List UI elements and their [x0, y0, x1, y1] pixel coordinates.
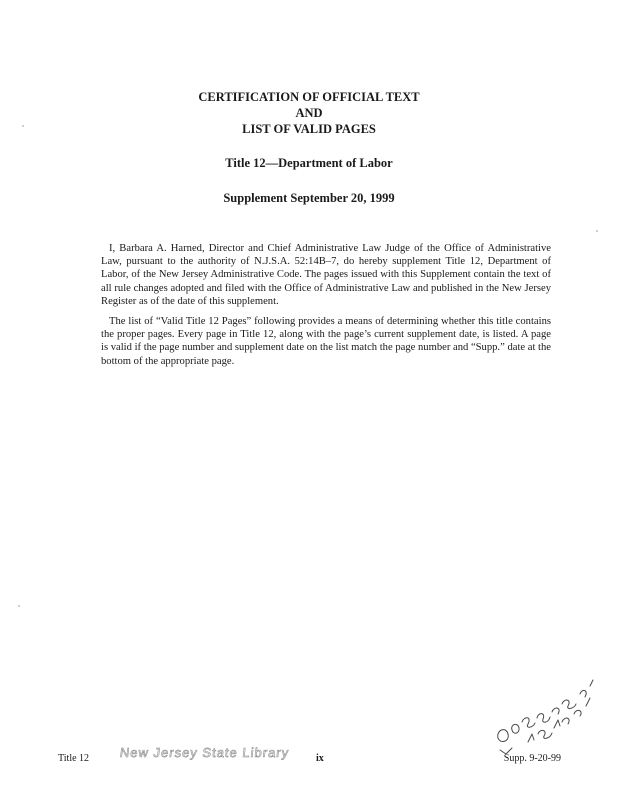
- page-number: ix: [316, 753, 324, 764]
- footer-title: Title 12: [58, 753, 90, 764]
- certification-title: [0, 89, 618, 137]
- library-stamp: New Jersey State Library: [119, 745, 291, 760]
- title-line-2: AND: [295, 106, 323, 120]
- scan-speck: [18, 605, 20, 607]
- scan-speck: [22, 125, 24, 127]
- handwritten-signature-icon: [492, 668, 602, 758]
- supplement-date: Supplement September 20, 1999: [223, 191, 395, 205]
- title-line-1: CERTIFICATION OF OFFICIAL TEXT: [198, 90, 420, 104]
- footer-supplement: Supp. 9-20-99: [503, 753, 561, 764]
- title-subtitle: Title 12—Department of Labor: [225, 156, 393, 170]
- paragraph-valid-pages: The list of “Valid Title 12 Pages” following provides a means of determining whether this title contains the proper pages. Every page in Title 12, along with the page’s current supplement date, is listed. A page is valid if the page number and supplement date on the list match the page number and “Supp.” date at the bottom of the appropriate page.: [101, 315, 551, 367]
- title-line-3: LIST OF VALID PAGES: [242, 122, 376, 136]
- scan-speck: [596, 230, 598, 232]
- paragraph-certification: I, Barbara A. Harned, Director and Chief Administrative Law Judge of the Office of Administrative Law, pursuant to the authority of N.J.S.A. 52:14B–7, do hereby supplement Title 12, Department of Labor, of the New Jersey Administrative Code. The pages issued with this Supplement contain the text of all rule changes adopted and filed with the Office of Administrative Law and published in the New Jersey Register as of the date of this supplement.: [101, 242, 551, 308]
